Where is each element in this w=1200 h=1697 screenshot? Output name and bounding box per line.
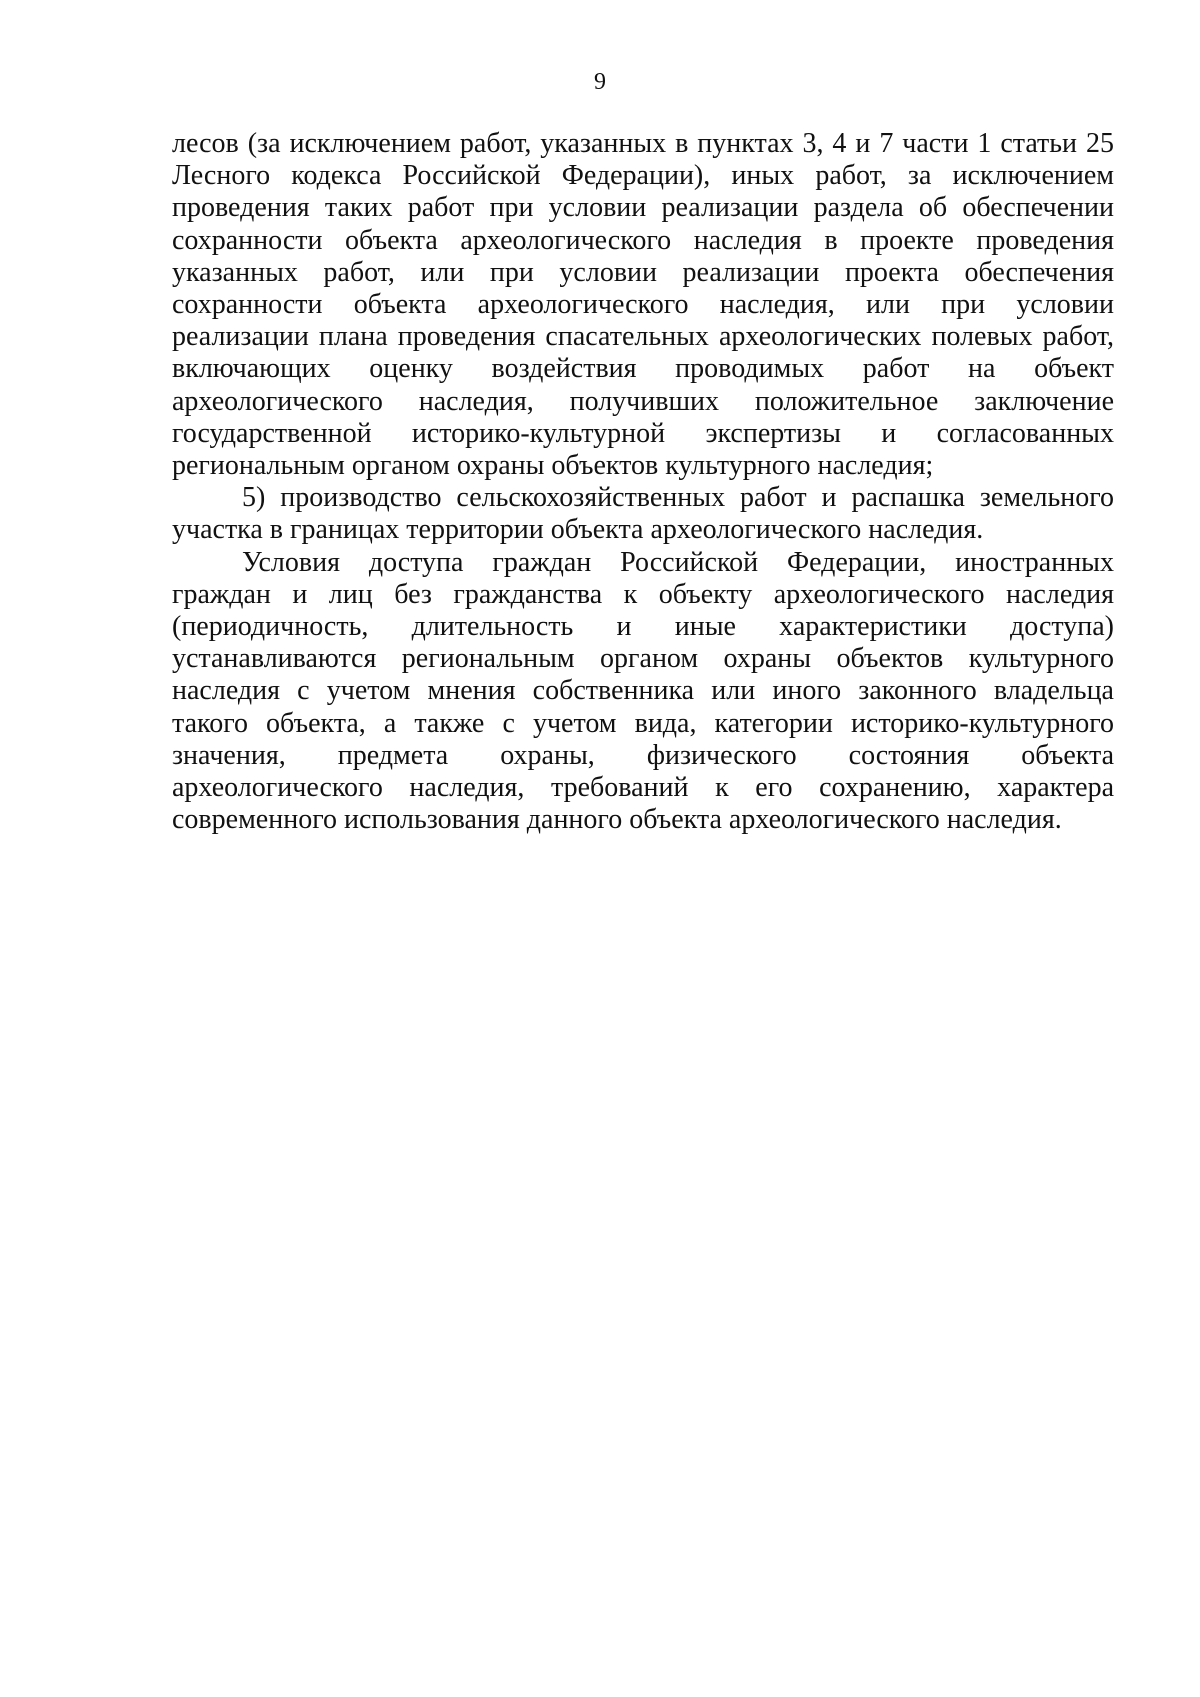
text-line: значения, предмета охраны, физического состояния объекта [172, 739, 1114, 771]
text-line: указанных работ, или при условии реализации проекта обеспечения [172, 256, 1114, 288]
text-line: 5) производство сельскохозяйственных работ и распашка земельного [242, 482, 1114, 514]
text-line: Лесного кодекса Российской Федерации), иных работ, за исключением [172, 160, 1114, 192]
text-line: включающих оценку воздействия проводимых работ на объект [172, 353, 1114, 385]
paragraph-forest-works [172, 128, 1114, 482]
text-line: проведения таких работ при условии реализации раздела об обеспечении [172, 192, 1114, 224]
document-body [172, 128, 1114, 836]
text-line: государственной историко-культурной экспертизы и согласованных [172, 417, 1114, 449]
text-line: археологического наследия, получивших положительное заключение [172, 385, 1114, 417]
text-line: устанавливаются региональным органом охраны объектов культурного [172, 643, 1114, 675]
text-line: сохранности объекта археологического наследия в проекте проведения [172, 224, 1114, 256]
text-line: Условия доступа граждан Российской Федерации, иностранных [242, 546, 1114, 578]
text-line: реализации плана проведения спасательных археологических полевых работ, [172, 321, 1114, 353]
paragraph-item-5 [172, 482, 1114, 546]
text-line: лесов (за исключением работ, указанных в пунктах 3, 4 и 7 части 1 статьи 25 [172, 128, 1114, 159]
text-line: граждан и лиц без гражданства к объекту археологического наследия [172, 578, 1114, 610]
text-line: наследия с учетом мнения собственника или иного законного владельца [172, 675, 1114, 707]
page-number: 9 [594, 69, 606, 95]
text-line: сохранности объекта археологического наследия, или при условии [172, 289, 1114, 321]
text-line: археологического наследия, требований к его сохранению, характера [172, 772, 1114, 804]
text-line: региональным органом охраны объектов культурного наследия; [172, 450, 934, 482]
text-line: современного использования данного объекта археологического наследия. [172, 804, 1062, 836]
paragraph-access-conditions [172, 547, 1114, 837]
text-line: такого объекта, а также с учетом вида, категории историко-культурного [172, 707, 1114, 739]
text-line: (периодичность, длительность и иные характеристики доступа) [172, 611, 1114, 643]
text-line: участка в границах территории объекта археологического наследия. [172, 514, 984, 546]
